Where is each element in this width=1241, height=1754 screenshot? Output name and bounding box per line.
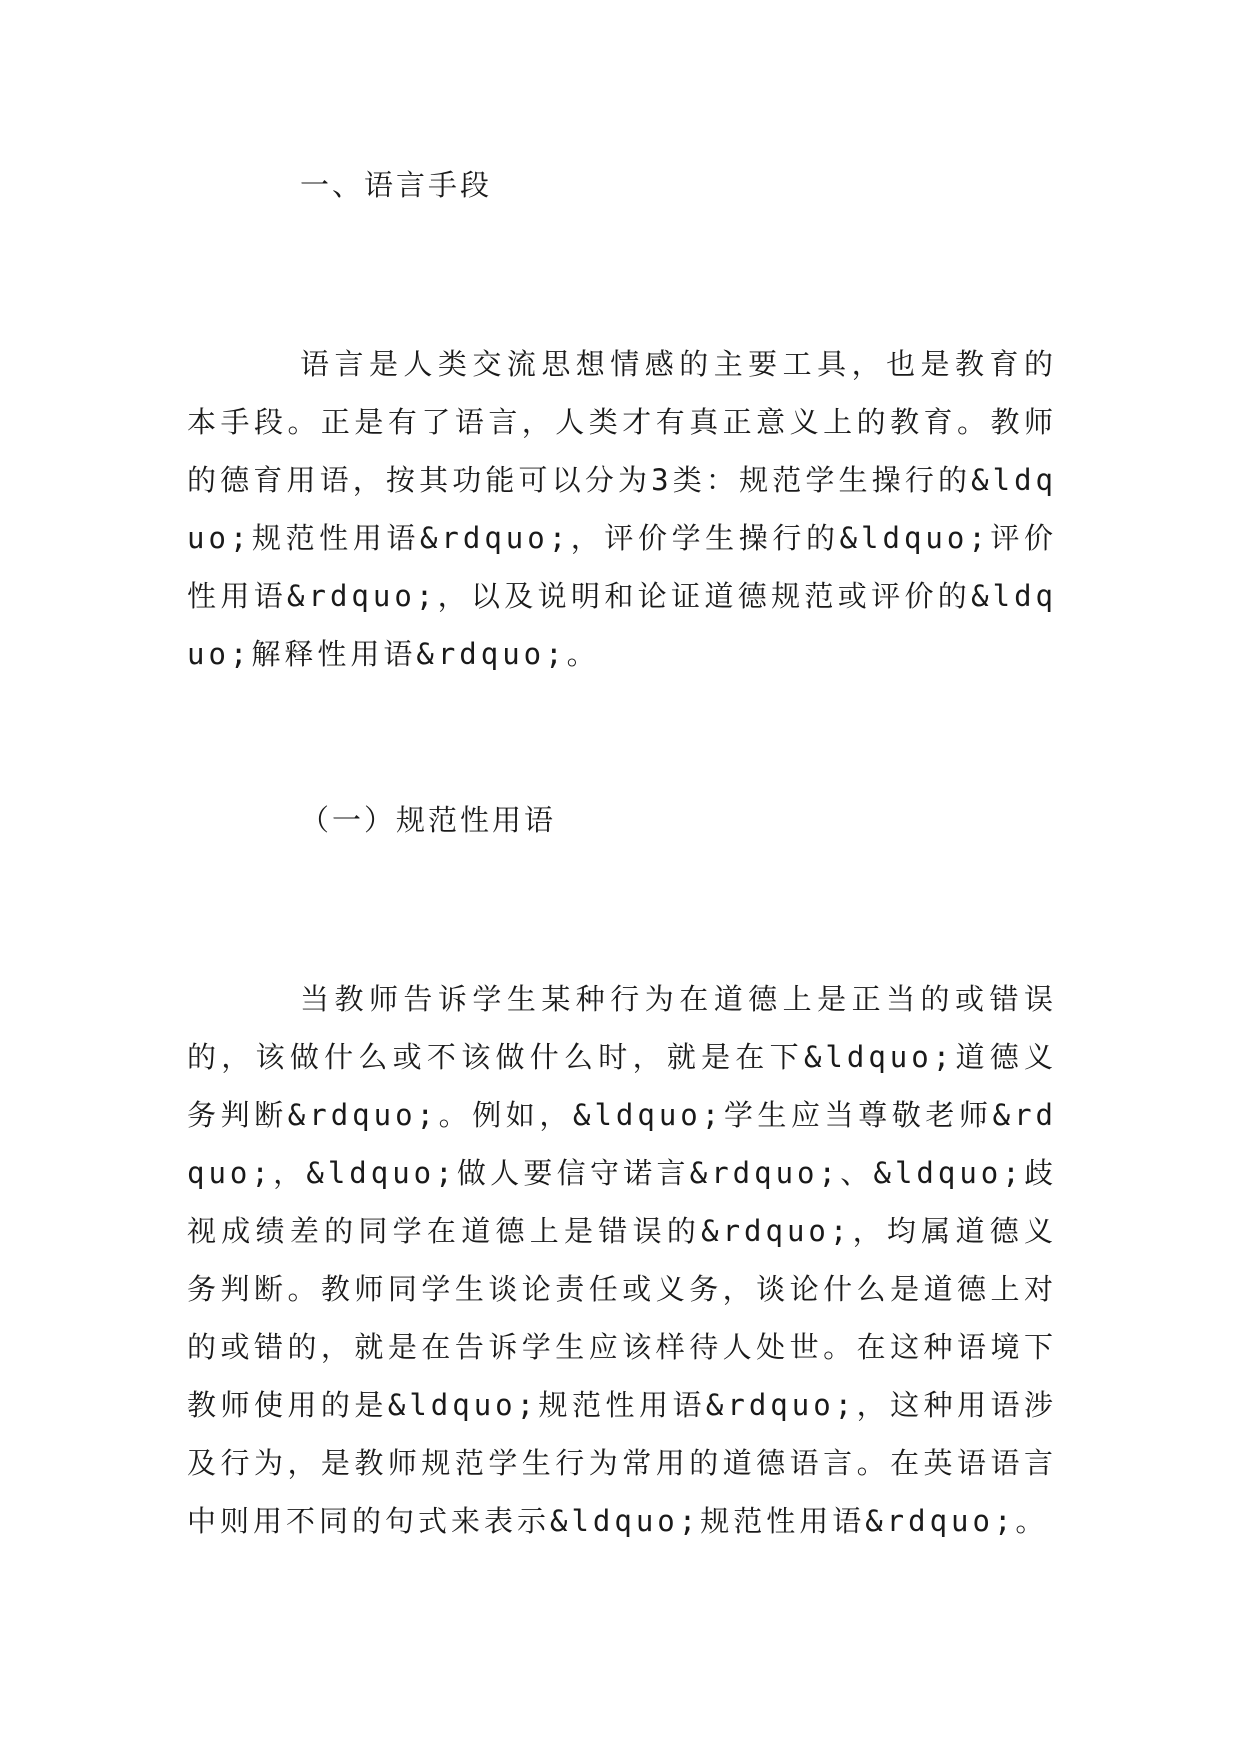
subsection-heading: （一）规范性用语 (300, 803, 557, 837)
section-heading: 一、语言手段 (300, 168, 493, 202)
subsection-paragraph: 当教师告诉学生某种行为在道德上是正当的或错误的，该做什么或不该做什么时，就是在下&ldquo;道德义务判断&rdquo;。例如，&ldquo;学生应当尊敬老师&rdquo;，&ldquo;做人要信守诺言&rdquo;、&ldquo;歧视成绩差的同学在道德上是错误的&rdquo;，均属道德义务判断。教师同学生谈论责任或义务，谈论什么是道德上对的或错的，就是在告诉学生应该样待人处世。在这种语境下教师使用的是&ldquo;规范性用语&rdquo;，这种用语涉及行为，是教师规范学生行为常用的道德语言。在英语语言中则用不同的句式来表示&ldquo;规范性用语&rdquo;。 (187, 982, 1057, 1538)
section-paragraph: 语言是人类交流思想情感的主要工具，也是教育的本手段。正是有了语言，人类才有真正意义上的教育。教师的德育用语，按其功能可以分为3类：规范学生操行的&ldquo;规范性用语&rdquo;，评价学生操行的&ldquo;评价性用语&rdquo;，以及说明和论证道德规范或评价的&ldquo;解释性用语&rdquo;。 (187, 347, 1057, 671)
